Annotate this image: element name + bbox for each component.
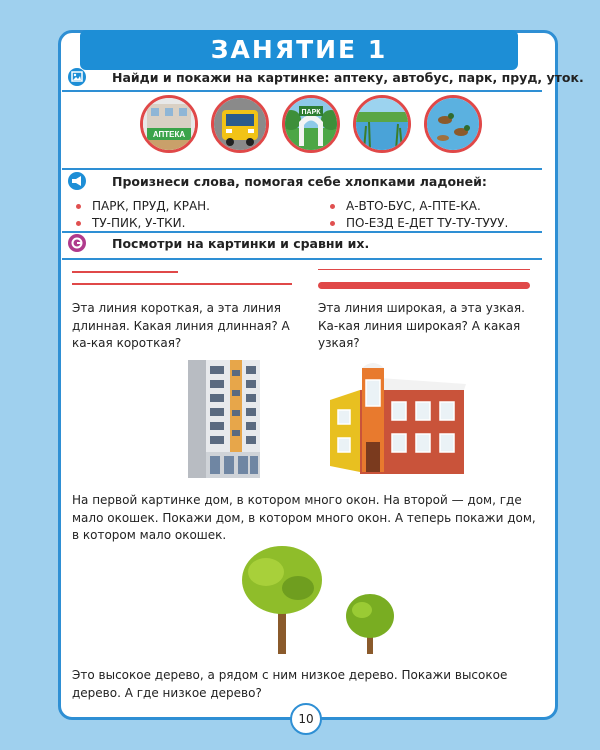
trees-text: Это высокое дерево, а рядом с ним низкое дерево. Покажи высокое дерево. А где низкое дерево? — [72, 668, 508, 700]
list-item: ТУ-ПИК, У-ТКИ. — [76, 215, 210, 232]
list-item: А-ВТО-БУС, А-ПТЕ-КА. — [330, 198, 508, 215]
divider — [62, 231, 542, 233]
ducks-picture — [424, 95, 482, 153]
divider — [62, 258, 542, 260]
pond-picture — [353, 95, 411, 153]
megaphone-icon — [68, 172, 86, 190]
narrow-line — [318, 269, 530, 270]
pharmacy-picture — [140, 95, 198, 153]
list-item: ПАРК, ПРУД, КРАН. — [76, 198, 210, 215]
short-tree — [342, 590, 398, 658]
park-picture — [282, 95, 340, 153]
picture-frame-icon — [68, 68, 86, 86]
page-number: 10 — [290, 703, 322, 735]
task-text: Найди и покажи на картинке: аптеку, автобус, парк, пруд, уток. — [112, 70, 584, 85]
low-building — [330, 360, 470, 480]
houses-text: На первой картинке дом, в котором много окон. На второй — дом, где мало окошек. Покажи дом, в котором много окон. А теперь покажи дом, в котором мало окошек. — [72, 493, 536, 542]
wide-line — [318, 282, 530, 289]
compare-icon — [68, 234, 86, 252]
task-text: Произнеси слова, помогая себе хлопками ладоней: — [112, 174, 487, 189]
lesson-title: ЗАНЯТИЕ 1 — [80, 30, 518, 70]
words-left — [76, 198, 210, 232]
wide-narrow-text: Эта линия широкая, а эта узкая. Ка-кая линия широкая? А какая узкая? — [318, 301, 525, 350]
pharmacy-sign-text: АПТЕКА — [152, 130, 186, 139]
tall-tree — [236, 542, 330, 658]
long-line — [72, 283, 292, 285]
divider — [62, 168, 542, 170]
task-text: Посмотри на картинки и сравни их. — [112, 236, 370, 251]
bus-picture — [211, 95, 269, 153]
list-item: ПО-ЕЗД Е-ДЕТ ТУ-ТУ-ТУУУ. — [330, 215, 508, 232]
tall-building — [184, 356, 264, 484]
park-sign-text: ПАРК — [301, 109, 321, 116]
picture-row — [140, 95, 480, 157]
words-right — [330, 198, 508, 232]
divider — [62, 90, 542, 92]
short-line — [72, 271, 178, 273]
short-long-text: Эта линия короткая, а эта линия длинная. Какая линия длинная? А ка-кая короткая? — [72, 301, 290, 350]
